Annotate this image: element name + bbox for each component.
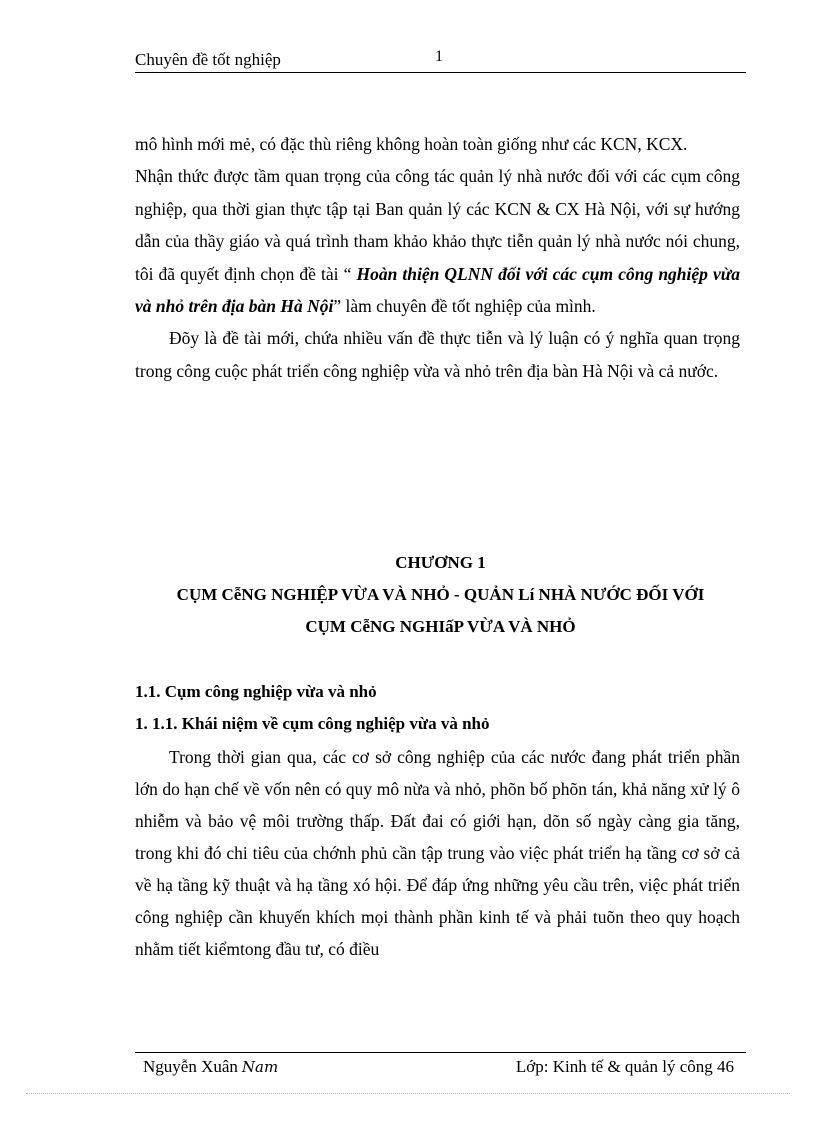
section-heading: 1.1. Cụm công nghiệp vừa và nhỏ (135, 682, 377, 701)
chapter-title-line-2: CỤM CễNG NGHIấP VỪA VÀ NHỎ (305, 617, 576, 636)
author-name: Nguyễn Xuân (143, 1057, 238, 1076)
chapter-number: CHƯƠNG 1 (395, 553, 486, 572)
intro-paragraph-2 (135, 160, 740, 322)
intro-paragraph-1: mô hình mới mẻ, có đặc thù riêng không hoàn toàn giống như các KCN, KCX. (135, 134, 688, 154)
section-body (135, 741, 740, 965)
page-header (135, 48, 746, 73)
intro-paragraph-2-lead: Nhận thức được tầm quan trọng của công tác quản lý nhà nước đối với các cụm công nghiệp, qua thời gian thực tập tại Ban quản lý các KCN & CX Hà Nội, với sự hướng dẫn của thầy giáo và quá trình tham khảo khảo thực tiễn quản lý nhà nước nói chung, tôi đã quyết định chọn đề tài “ (135, 166, 740, 284)
page-edge-line (26, 1093, 790, 1094)
subsection-heading: 1. 1.1. Khái niệm về cụm công nghiệp vừa và nhỏ (135, 714, 490, 733)
footer-author (143, 1057, 278, 1077)
chapter-title-line-1: CỤM CễNG NGHIỆP VỪA VÀ NHỎ - QUẢN Lí NHÀ NƯỚC ĐỐI VỚI (176, 585, 705, 604)
page-footer (135, 1052, 746, 1083)
intro-paragraph-2-tail: ” làm chuyên đề tốt nghiệp của mình. (333, 296, 596, 317)
intro-paragraph-3: Đõy là đề tài mới, chứa nhiều vấn đề thực tiễn và lý luận có ý nghĩa quan trọng trong công cuộc phát triển công nghiệp vừa và nhỏ trên địa bàn Hà Nội và cả nước. (135, 328, 740, 381)
thesis-title: Hoàn thiện QLNN đối với các cụm công nghiệp vừa và nhỏ trên địa bàn Hà Nội (135, 263, 740, 317)
intro-text (135, 128, 740, 387)
header-title: Chuyên đề tốt nghiệp (135, 50, 281, 69)
page-number: 1 (435, 48, 443, 65)
section-paragraph: Trong thời gian qua, các cơ sở công nghiệp của các nước đang phát triển phần lớn do hạn chế về vốn nên có quy mô nừa và nhỏ, phõn bố phõn tán, khả năng xử lý ô nhiễm và bảo vệ môi trường thấp. Đất đai có giới hạn, dõn số ngày càng gia tăng, trong khi đó chi tiêu của chớnh phủ cần tập trung vào việc phát triển hạ tầng cơ sở cả về hạ tầng kỹ thuật và hạ tầng xó hội. Để đáp ứng những yêu cầu trên, việc phát triển công nghiệp cần khuyến khích mọi thành phần kinh tế và phải tuõn theo quy hoạch nhằm tiết kiểmtong đầu tư, có điều (135, 747, 740, 959)
author-signature: Nam (241, 1058, 279, 1076)
footer-class-info: Lớp: Kinh tế & quản lý công 46 (515, 1057, 734, 1076)
